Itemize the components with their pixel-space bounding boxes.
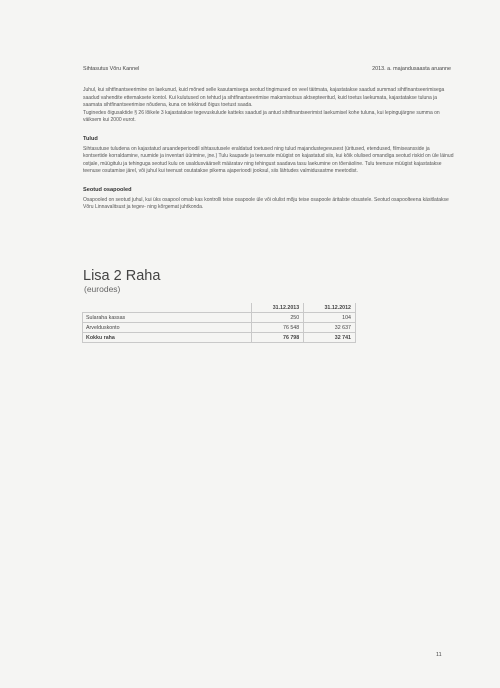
lisa-title: Lisa 2 Raha [83,268,161,284]
table-row [83,323,356,333]
row-label: Arvelduskonto [83,323,252,333]
value-2012: 104 [304,313,356,323]
intro-paragraph-2: Tuginedes õigusaktide § 26 lõikele 3 kajastatakse tegevuskulude katteks saadud ja antud sihtfinantseerimist laekumisel kohe tuluna, kui lepingujärgne summa on väiksem kui 2000 eurot. [83,109,440,124]
table-header-row [83,303,356,313]
row-label: Kokku raha [83,333,252,343]
section-tulud [83,136,455,176]
organization-name: Sihtasutus Võru Kannel [83,66,140,72]
column-header: 31.12.2013 [252,303,304,313]
value-2012: 32 637 [304,323,356,333]
tulud-heading: Tulud [83,135,98,142]
report-title: 2013. a. majandusaasta aruanne [372,66,451,72]
value-2013: 76 548 [252,323,304,333]
value-2012: 32 741 [304,333,356,343]
table-total-row [83,333,356,343]
intro-paragraph-1: Juhul, kui sihtfinantseerimine on laekunud, kuid mõned selle kasutamisega seotud tingimused on veel täitmata, kajastatakse saadud summad sihtfinantseerimisega saadud vahendite ettemaksete kontol. Kui kulutused on tehtud ja sihtfinantseerimise maksmisotsus aktsepteeritud, kuid toetus laekumata, kajastatakse tuluna ja saamata sihtfinantseerimise nõudena, kuna on tekkinud õigus toetust saada. [83,87,445,109]
table-row [83,313,356,323]
value-2013: 250 [252,313,304,323]
column-header: 31.12.2012 [304,303,356,313]
row-label: Sularaha kassas [83,313,252,323]
lisa-subtitle: (eurodes) [84,284,121,294]
section-seotud-osapooled [83,187,455,212]
tulud-text: Sihtasutuse tuludena on kajastatud aruandeperioodil sihtasutusele eraldatud toetused ning tulud majandustegevusest (üritused, etendused, filmiseansside ja kontsertide korraldamine, ruumide ja inventari üürimine, jne.) Tulu kaupade ja teenuste müügist on kajastatud siis, kui kõik olulised omandiga seotud riskid on üle läinud ostjale, müügitulu ja tehinguga seotud kulu on usaldusväärselt määratav ning tehingust saadava tasu laekumine on tõenäoline. Tulu teenuse müügist kajastatakse teenuse osutamise järel, või juhul kui teenust osutatakse pikema ajaperioodi jooksul, siis lähtudes valmidusastme meetodist. [83,145,454,175]
page-number: 11 [436,652,442,658]
page-header [83,66,451,72]
value-2013: 76 798 [252,333,304,343]
header-blank-cell [83,303,252,313]
body-text [83,87,455,212]
seotud-text: Osapooled on seotud juhul, kui üks osapool omab kas kontrolli teise osapoole üle või olulist mõju teise osapoole äritalste otsustele. Seotud osapoolteena käsitlatakse Võru Linnavalitsust ja tegev- ning kõrgemat juhtkonda. [83,196,449,211]
seotud-heading: Seotud osapooled [83,186,132,193]
money-table [82,303,356,343]
